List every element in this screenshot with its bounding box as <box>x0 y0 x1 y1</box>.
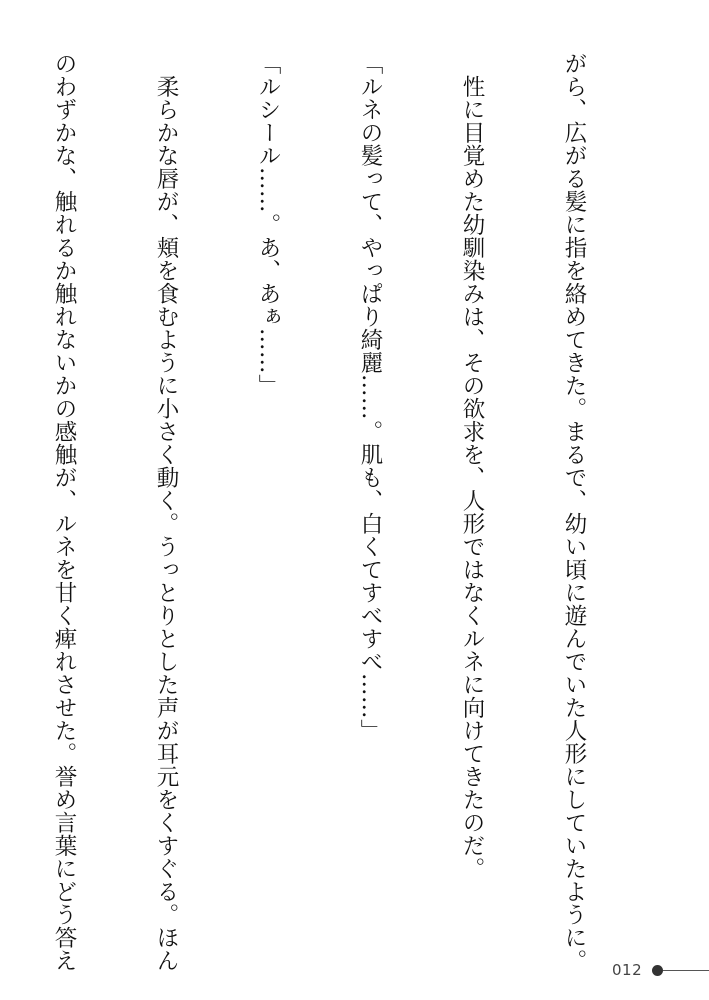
text-line: 「ルシール……。あ、あぁ……」 <box>255 52 281 397</box>
page-number: 012 <box>612 961 643 979</box>
text-line: のわずかな、触れるか触れないかの感触が、ルネを甘く痺れさせた。誉め言葉にどう答え <box>51 52 77 972</box>
text-line: 柔らかな唇が、頬を食むように小さく動く。うっとりとした声が耳元をくすぐる。ほん <box>153 52 179 972</box>
page-marker-rule <box>663 970 709 971</box>
page-marker-dot <box>652 965 663 976</box>
text-line: 性に目覚めた幼馴染みは、その欲求を、人形ではなくルネに向けてきたのだ。 <box>459 52 485 880</box>
page-footer <box>612 958 709 982</box>
text-line: 「ルネの髪って、やっぱり綺麗……。肌も、白くてすべすべ……」 <box>357 52 383 742</box>
text-line: がら、広がる髪に指を絡めてきた。まるで、幼い頃に遊んでいた人形にしていたように。 <box>561 52 587 972</box>
